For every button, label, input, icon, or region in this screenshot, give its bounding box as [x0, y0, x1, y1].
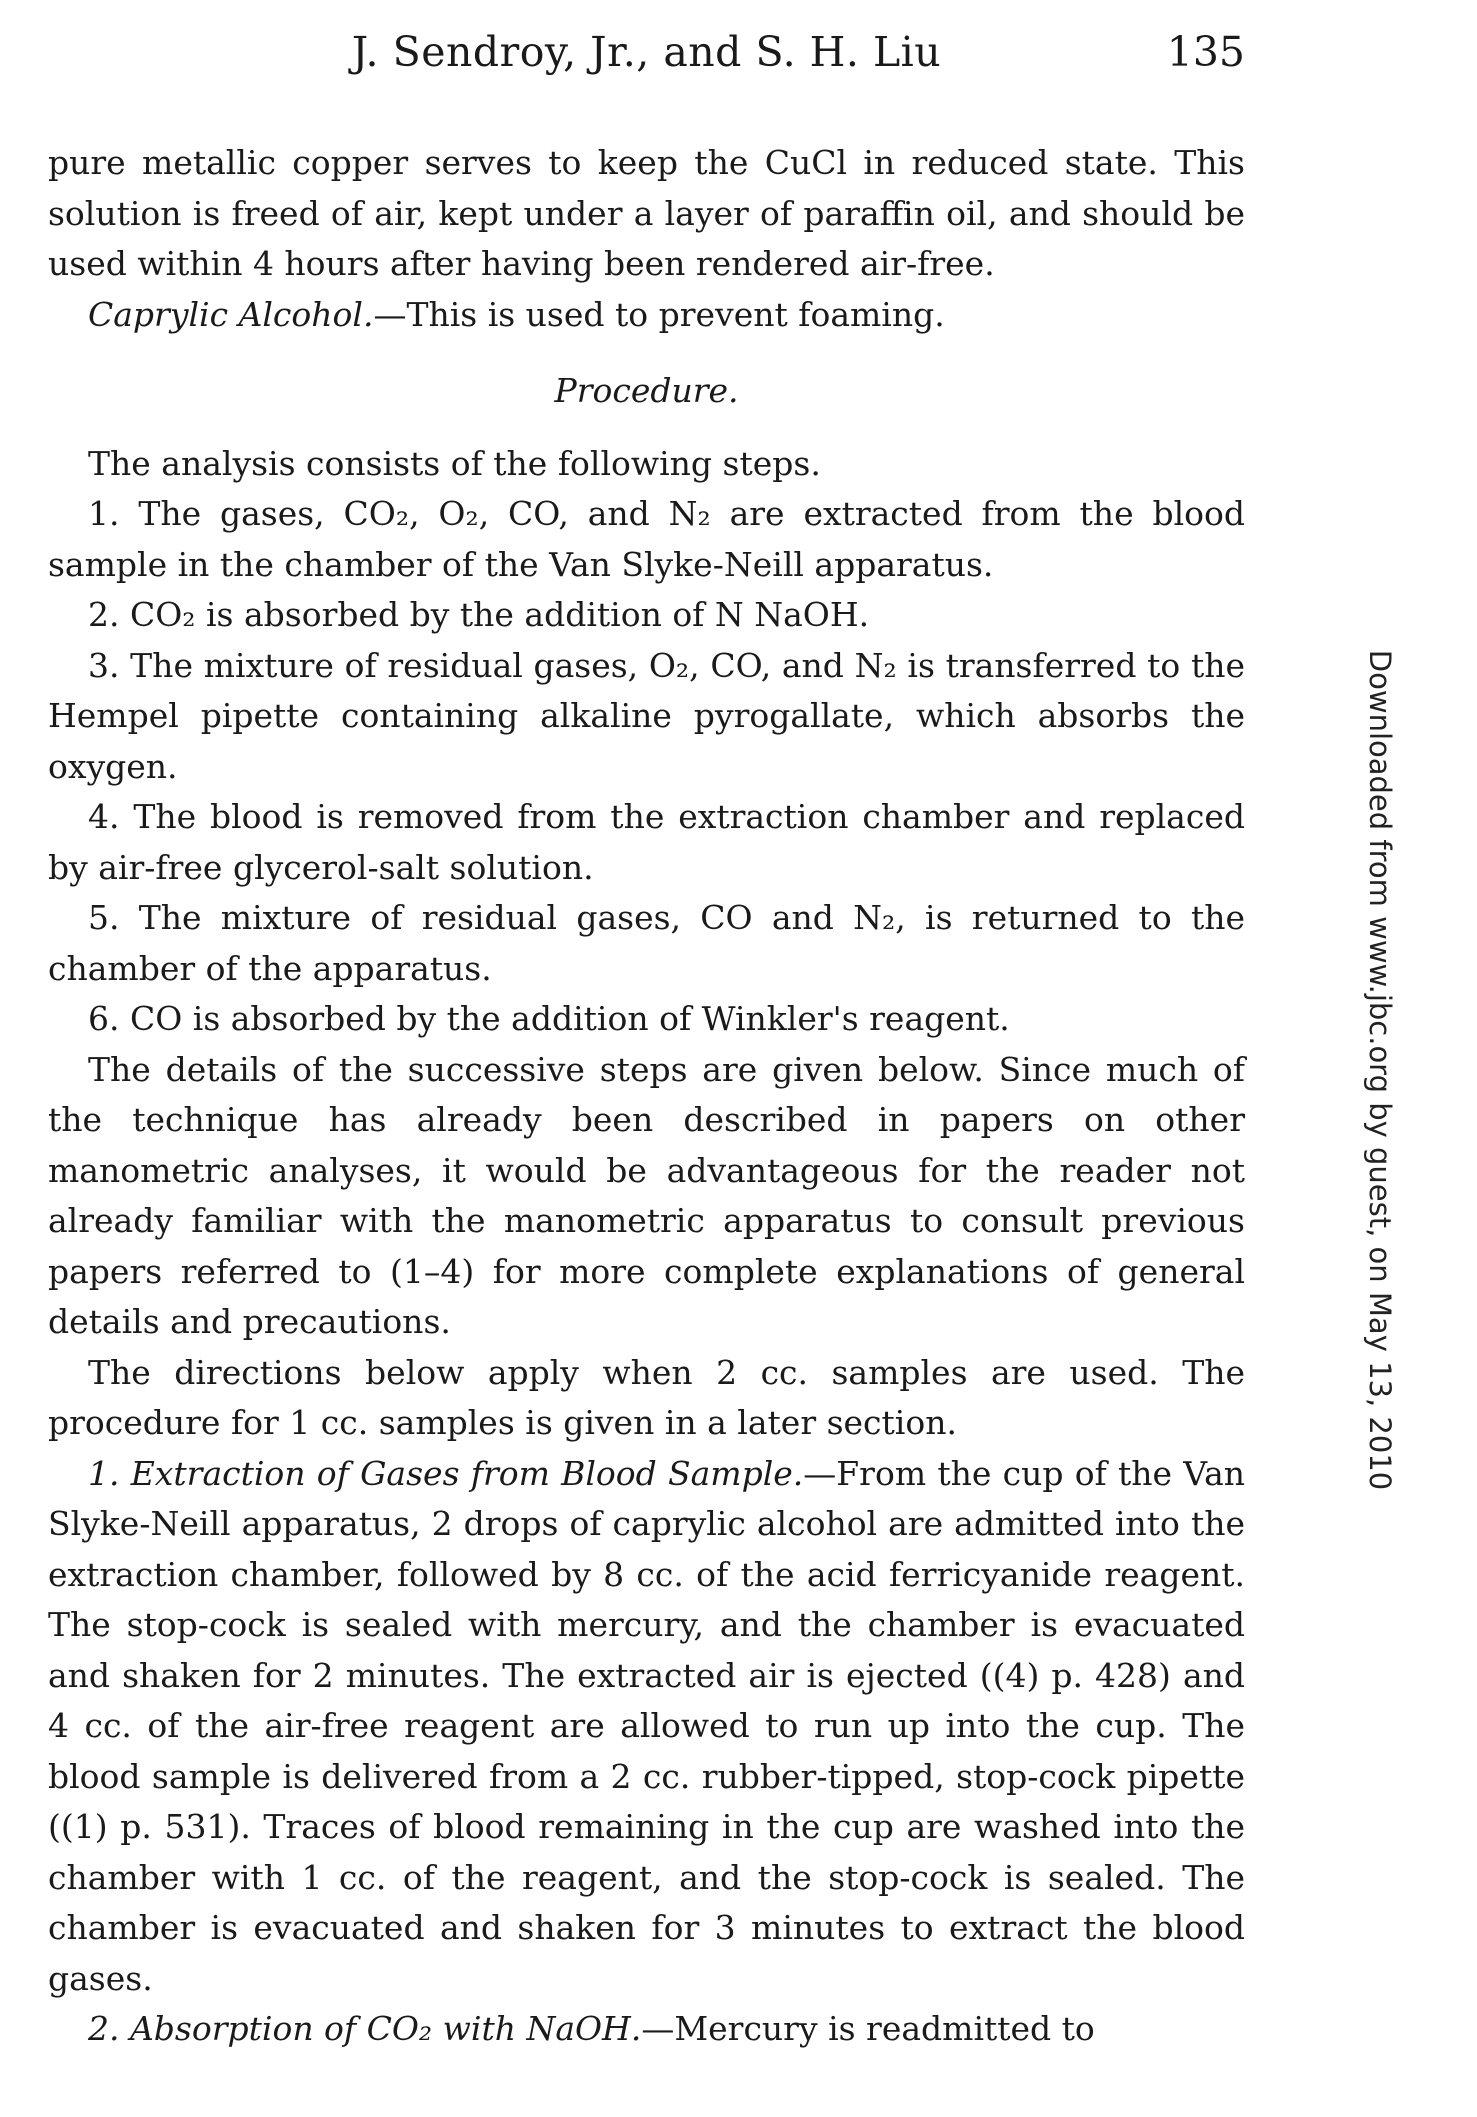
step-1: 1. The gases, CO₂, O₂, CO, and N₂ are extracted from the blood sample in the chamber of the Van Slyke-Neill apparatus.: [48, 494, 1245, 584]
body-text: [48, 138, 1245, 2055]
paragraph-steps-intro: The analysis consists of the following steps.: [88, 443, 821, 483]
extraction-text: —From the cup of the Van Slyke-Neill apparatus, 2 drops of caprylic alcohol are admitted into the extraction chamber, followed by 8 cc. of the acid ferricyanide reagent. The stop-cock is sealed with mercury, and the chamber is evacuated and shaken for 2 minutes. The extracted air is ejected ((4) p. 428) and 4 cc. of the air-free reagent are allowed to run up into the cup. The blood sample is delivered from a 2 cc. rubber-tipped, stop-cock pipette ((1) p. 531). Traces of blood remaining in the cup are washed into the chamber with 1 cc. of the reagent, and the stop-cock is sealed. The chamber is evacuated and shaken for 3 minutes to extract the blood gases.: [48, 1453, 1245, 1998]
paragraph-caprylic-alcohol: [48, 290, 1245, 341]
running-head: J. Sendroy, Jr., and S. H. Liu: [351, 28, 942, 76]
absorption-label: 2. Absorption of CO₂ with NaOH.: [88, 2009, 642, 2048]
caprylic-alcohol-text: —This is used to prevent foaming.: [373, 294, 945, 334]
paragraph-directions: The directions below apply when 2 cc. samples are used. The procedure for 1 cc. samples is given in a later section.: [48, 1352, 1245, 1442]
paragraph-extraction: [48, 1449, 1245, 2005]
download-watermark-text: Downloaded from www.jbc.org by guest, on May 13, 2010: [1363, 649, 1397, 1491]
step-3: 3. The mixture of residual gases, O₂, CO, and N₂ is transferred to the Hempel pipette containing alkaline pyrogallate, which absorbs the oxygen.: [48, 645, 1245, 786]
step-5: 5. The mixture of residual gases, CO and N₂, is returned to the chamber of the apparatus.: [48, 898, 1245, 988]
page-header: [48, 28, 1245, 88]
paragraph-copper: pure metallic copper serves to keep the CuCl in reduced state. This solution is freed of air, kept under a layer of paraffin oil, and should be used within 4 hours after having been rendered air-free.: [48, 143, 1245, 283]
paragraph-details: The details of the successive steps are given below. Since much of the technique has already been described in papers on other manometric analyses, it would be advantageous for the reader not already familiar with the manometric apparatus to consult previous papers referred to (1–4) for more complete explanations of general details and precautions.: [48, 1049, 1245, 1341]
step-4: 4. The blood is removed from the extraction chamber and replaced by air-free glycerol-salt solution.: [48, 797, 1245, 887]
extraction-label: 1. Extraction of Gases from Blood Sample.: [88, 1453, 804, 1493]
step-2: 2. CO₂ is absorbed by the addition of N NaOH.: [88, 595, 870, 634]
caprylic-alcohol-label: Caprylic Alcohol.: [88, 294, 374, 334]
page-number: 135: [1166, 28, 1245, 76]
step-6: 6. CO is absorbed by the addition of Winkler's reagent.: [88, 999, 1010, 1038]
paragraph-absorption: [48, 2004, 1245, 2055]
procedure-heading: Procedure.: [554, 371, 739, 410]
absorption-text: —Mercury is readmitted to: [641, 2009, 1095, 2048]
